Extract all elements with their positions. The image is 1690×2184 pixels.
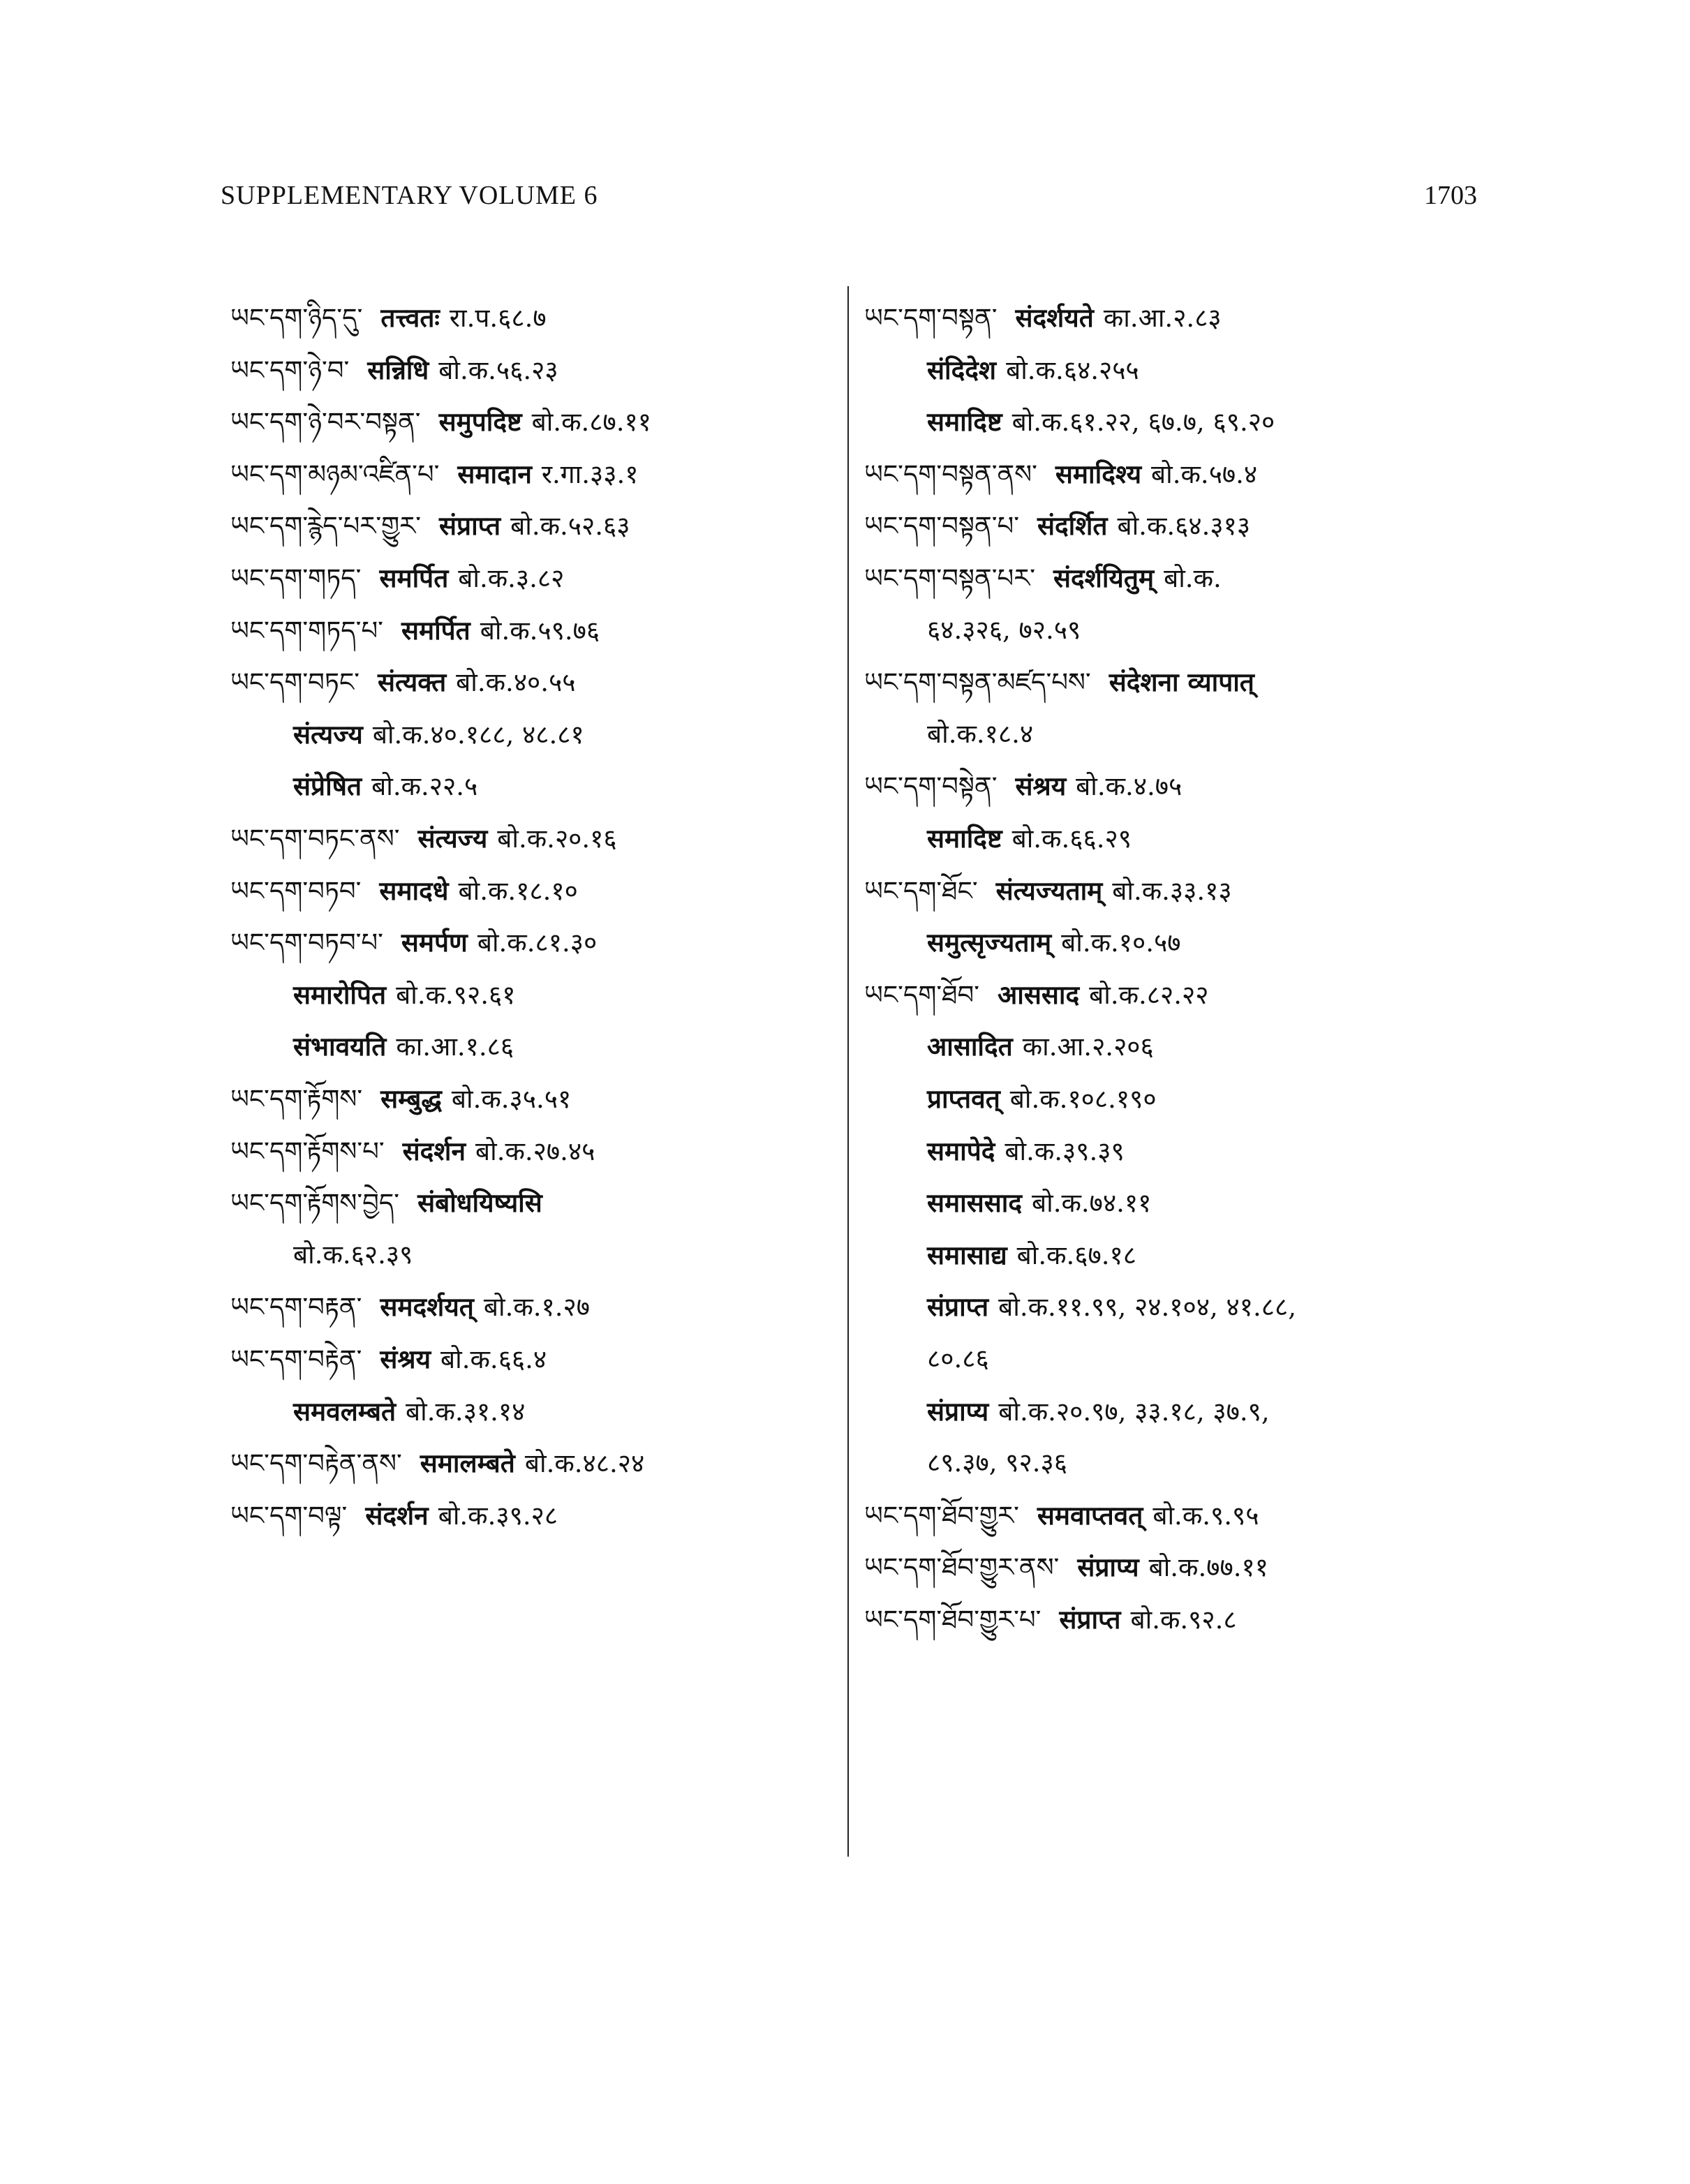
source-reference: बो.क.२२.५ (371, 771, 478, 802)
sanskrit-equivalent: समाससाद (927, 1187, 1022, 1219)
source-reference: बो.क.५९.७६ (480, 615, 600, 646)
source-reference: बो.क.१०.५७ (1061, 928, 1181, 958)
sanskrit-equivalent: संबोधयिष्यसि (417, 1187, 542, 1219)
sanskrit-equivalent: समासाद्य (927, 1239, 1007, 1270)
entry-line (230, 1182, 552, 1224)
tibetan-headword: ཡང་དག་བསྟན་ (864, 303, 998, 333)
source-reference: बो.क.३३.१३ (1112, 875, 1232, 906)
continuation-line (927, 1182, 1151, 1224)
source-reference: बो.क.२०.९७, ३३.१८, ३७.९, (998, 1396, 1270, 1427)
tibetan-headword: ཡང་དག་རྟོགས་ (230, 1084, 363, 1114)
entry-line (864, 453, 1257, 495)
sanskrit-equivalent: समर्पित (401, 614, 470, 646)
source-reference: बो.क.६४.३१३ (1117, 511, 1251, 542)
source-reference: बो.क.९२.६१ (396, 979, 516, 1010)
tibetan-headword: ཡང་དག་མཉམ་འཛིན་པ་ (230, 459, 440, 489)
tibetan-headword: ཡང་དག་རྟོགས་བྱེད་ (230, 1188, 400, 1219)
tibetan-headword: ཡང་དག་བརྟེན་ (230, 1344, 362, 1374)
entry-line (864, 557, 1222, 599)
sanskrit-equivalent: समापेदे (927, 1135, 995, 1166)
entry-line (864, 297, 1222, 339)
entry-line (230, 1338, 547, 1380)
tibetan-headword: ཡང་དག་བསྟན་མཛད་པས་ (864, 667, 1091, 698)
running-head (221, 180, 1477, 222)
continuation-line (293, 713, 584, 755)
sanskrit-equivalent: संदर्शन (365, 1499, 429, 1531)
entry-line (864, 765, 1182, 807)
sanskrit-equivalent: समुत्सृज्यताम् (927, 927, 1052, 958)
entry-line (864, 505, 1250, 547)
source-reference: बो.क.३९.२८ (438, 1500, 558, 1531)
sanskrit-equivalent: समवाप्तवत् (1037, 1499, 1143, 1531)
column-divider (847, 286, 849, 1857)
entry-line (230, 453, 638, 495)
sanskrit-equivalent: समारोपित (293, 979, 387, 1010)
tibetan-headword: ཡང་དག་བཏང་ནས་ (230, 824, 400, 854)
sanskrit-equivalent: सम्बुद्ध (380, 1083, 442, 1114)
page-number: 1703 (1424, 181, 1477, 210)
sanskrit-equivalent: आससाद (998, 979, 1080, 1010)
sanskrit-equivalent: संप्राप्य (927, 1395, 989, 1427)
source-reference: बो.क.१.२७ (483, 1292, 591, 1323)
continuation-line (293, 974, 516, 1016)
source-reference: बो.क.२७.४५ (475, 1136, 595, 1166)
source-reference: बो.क.११.९९, २४.१०४, ४१.८८, (998, 1292, 1296, 1323)
sanskrit-equivalent: संत्यज्यताम् (995, 875, 1103, 906)
entry-line (230, 401, 651, 443)
entry-line (864, 1494, 1259, 1536)
tibetan-headword: ཡང་དག་ཐོབ་གྱུར་ནས་ (864, 1552, 1060, 1583)
sanskrit-equivalent: संश्रय (380, 1344, 431, 1374)
tibetan-headword: ཡང་དག་བཏབ་པ་ (230, 928, 383, 958)
sanskrit-equivalent: समर्पित (379, 563, 449, 593)
tibetan-headword: ཡང་དག་ཉེ་བར་བསྟན་ (230, 407, 421, 438)
entry-line (864, 661, 1264, 703)
tibetan-headword: ཡང་དག་རྟོགས་པ་ (230, 1136, 385, 1166)
source-reference: बो.क.६४.२५५ (1006, 355, 1139, 385)
source-reference: बो.क.१८.४ (927, 718, 1034, 749)
source-reference: बो.क.६६.४ (440, 1344, 547, 1374)
sanskrit-equivalent: संप्राप्य (1077, 1552, 1139, 1583)
entry-line (230, 817, 617, 859)
continuation-line (293, 1234, 413, 1276)
continuation-line (927, 921, 1181, 963)
continuation-line (927, 1442, 1067, 1484)
entry-line (230, 921, 597, 963)
entry-line (230, 1442, 644, 1484)
entry-line (230, 661, 576, 703)
sanskrit-equivalent: समदर्शयत् (380, 1291, 474, 1323)
sanskrit-equivalent: समादिष्ट (927, 823, 1002, 854)
source-reference: बो.क.५२.६३ (510, 511, 630, 542)
source-reference: बो.क. (1164, 563, 1222, 593)
continuation-line (927, 1390, 1270, 1432)
tibetan-headword: ཡང་དག་བརྟན་ (230, 1292, 362, 1323)
source-reference: बो.क.३९.३९ (1005, 1136, 1125, 1166)
source-reference: बो.क.२०.१६ (497, 824, 617, 854)
source-reference: बो.क.१०८.१९० (1009, 1084, 1157, 1114)
tibetan-headword: ཡང་དག་བསྟན་པ་ (864, 511, 1019, 542)
source-reference: बो.क.४८.२४ (524, 1448, 645, 1479)
sanskrit-equivalent: संत्यज्य (293, 718, 363, 750)
sanskrit-equivalent: संदिदेश (927, 354, 997, 385)
continuation-line (927, 1338, 989, 1380)
source-reference: बो.क.७७.११ (1148, 1552, 1268, 1583)
source-reference: बो.क.४०.५५ (456, 667, 576, 698)
entry-line (864, 1546, 1268, 1588)
continuation-line (927, 1078, 1157, 1120)
entry-line (230, 1078, 571, 1120)
source-reference: बो.क.६१.२२, ६७.७, ६९.२० (1011, 407, 1275, 438)
source-reference: बो.क.७४.११ (1031, 1188, 1152, 1219)
sanskrit-equivalent: समवलम्बते (293, 1395, 396, 1427)
tibetan-headword: ཡང་དག་བསྟེན་ (864, 771, 998, 802)
source-reference: बो.क.३.८२ (458, 563, 565, 593)
sanskrit-equivalent: तत्त्वतः (380, 302, 440, 333)
entry-line (230, 349, 558, 391)
sanskrit-equivalent: संप्राप्त (927, 1291, 989, 1323)
source-reference: ८९.३७, ९२.३६ (927, 1448, 1067, 1478)
source-reference: बो.क.९२.८ (1130, 1605, 1237, 1635)
entry-line (230, 505, 630, 547)
entry-line (864, 974, 1208, 1016)
tibetan-headword: ཡང་དག་བཏབ་ (230, 875, 362, 906)
tibetan-headword: ཡང་དག་བསྟན་པར་ (864, 563, 1036, 593)
source-reference: बो.क.८१.३० (477, 928, 598, 958)
entry-line (230, 297, 547, 339)
sanskrit-equivalent: समर्पण (401, 927, 468, 958)
sanskrit-equivalent: समालम्बते (420, 1448, 515, 1479)
source-reference: बो.क.८२.२२ (1089, 979, 1209, 1010)
entry-line (864, 1598, 1237, 1640)
source-reference: बो.क.४.७५ (1076, 771, 1183, 802)
source-reference: ८०.८६ (927, 1344, 989, 1374)
sanskrit-equivalent: संदर्शित (1037, 510, 1108, 542)
source-reference: का.आ.२.२०६ (1022, 1032, 1154, 1062)
sanskrit-equivalent: सन्निधि (367, 354, 429, 385)
tibetan-headword: ཡང་དག་གཏད་པ་ (230, 615, 383, 646)
sanskrit-equivalent: संभावयति (293, 1031, 387, 1062)
running-title: SUPPLEMENTARY VOLUME 6 (221, 181, 598, 210)
continuation-line (927, 1234, 1136, 1276)
continuation-line (293, 1390, 525, 1432)
continuation-line (927, 349, 1139, 391)
tibetan-headword: ཡང་དག་བལྟ་ (230, 1500, 348, 1531)
tibetan-headword: ཡང་དག་བརྟེན་ནས་ (230, 1448, 402, 1479)
sanskrit-equivalent: संप्राप्त (439, 510, 501, 542)
source-reference: बो.क.६७.१८ (1016, 1240, 1137, 1270)
continuation-line (927, 609, 1081, 651)
continuation-line (293, 1025, 514, 1067)
sanskrit-equivalent: आसादित (927, 1031, 1013, 1062)
sanskrit-equivalent: समादान (457, 458, 532, 489)
entry-line (230, 1286, 590, 1328)
source-reference: का.आ.१.८६ (396, 1032, 514, 1062)
tibetan-headword: ཡང་དག་རྙེད་པར་གྱུར་ (230, 511, 421, 542)
tibetan-headword: ཡང་དག་ཐོབ་ (864, 979, 980, 1010)
source-reference: ६४.३२६, ७२.५९ (927, 614, 1081, 645)
continuation-line (927, 817, 1132, 859)
sanskrit-equivalent: संप्राप्त (1059, 1604, 1121, 1635)
sanskrit-equivalent: संत्यज्य (417, 823, 488, 854)
tibetan-headword: ཡང་དག་བསྟན་ནས་ (864, 459, 1037, 489)
source-reference: बो.क.४०.१८८, ४८.८१ (372, 719, 584, 750)
sanskrit-equivalent: समादधे (379, 875, 449, 906)
source-reference: बो.क.६२.३९ (293, 1239, 413, 1270)
source-reference: बो.क.६६.२९ (1011, 824, 1132, 854)
entry-line (230, 609, 600, 651)
sanskrit-equivalent: संदर्शयते (1015, 302, 1094, 333)
sanskrit-equivalent: समुपदिष्ट (438, 406, 522, 438)
continuation-line (927, 1130, 1125, 1172)
source-reference: बो.क.९.९५ (1152, 1500, 1259, 1531)
tibetan-headword: ཡང་དག་ཐོབ་གྱུར་ (864, 1500, 1019, 1531)
entry-line (230, 557, 564, 599)
source-reference: र.गा.३३.१ (541, 459, 639, 489)
sanskrit-equivalent: संदर्शयितुम् (1053, 563, 1155, 593)
continuation-line (927, 401, 1275, 443)
source-reference: बो.क.८७.११ (531, 407, 651, 438)
continuation-line (927, 1286, 1296, 1328)
entry-line (230, 1494, 558, 1536)
source-reference: बो.क.३५.५१ (451, 1084, 572, 1114)
entry-line (864, 870, 1232, 912)
source-reference: का.आ.२.८३ (1103, 303, 1222, 333)
continuation-line (927, 713, 1033, 755)
source-reference: बो.क.५७.४ (1151, 459, 1258, 489)
continuation-line (927, 1025, 1154, 1067)
source-reference: रा.प.६८.७ (449, 303, 547, 333)
tibetan-headword: ཡང་དག་ཉེ་བ་ (230, 355, 350, 385)
tibetan-headword: ཡང་དག་ཐོབ་གྱུར་པ་ (864, 1605, 1042, 1635)
entry-line (230, 870, 578, 912)
tibetan-headword: ཡང་དག་ཉིད་དུ་ (230, 303, 363, 333)
sanskrit-equivalent: संदर्शन (402, 1135, 466, 1166)
tibetan-headword: ཡང་དག་ཐོང་ (864, 875, 978, 906)
sanskrit-equivalent: समादिश्य (1055, 458, 1142, 489)
source-reference: बो.क.५६.२३ (438, 355, 558, 385)
tibetan-headword: ཡང་དག་བཏང་ (230, 667, 360, 698)
sanskrit-equivalent: समादिष्ट (927, 406, 1002, 438)
continuation-line (293, 765, 477, 807)
tibetan-headword: ཡང་དག་གཏད་ (230, 563, 362, 593)
sanskrit-equivalent: प्राप्तवत् (927, 1083, 1000, 1114)
sanskrit-equivalent: संदेशना व्यापात् (1109, 667, 1254, 698)
source-reference: बो.क.१८.१० (458, 875, 578, 906)
source-reference: बो.क.३१.१४ (406, 1396, 526, 1427)
sanskrit-equivalent: संप्रेषित (293, 771, 362, 802)
sanskrit-equivalent: संश्रय (1015, 771, 1067, 802)
entry-line (230, 1130, 595, 1172)
sanskrit-equivalent: संत्यक्त (378, 667, 447, 698)
